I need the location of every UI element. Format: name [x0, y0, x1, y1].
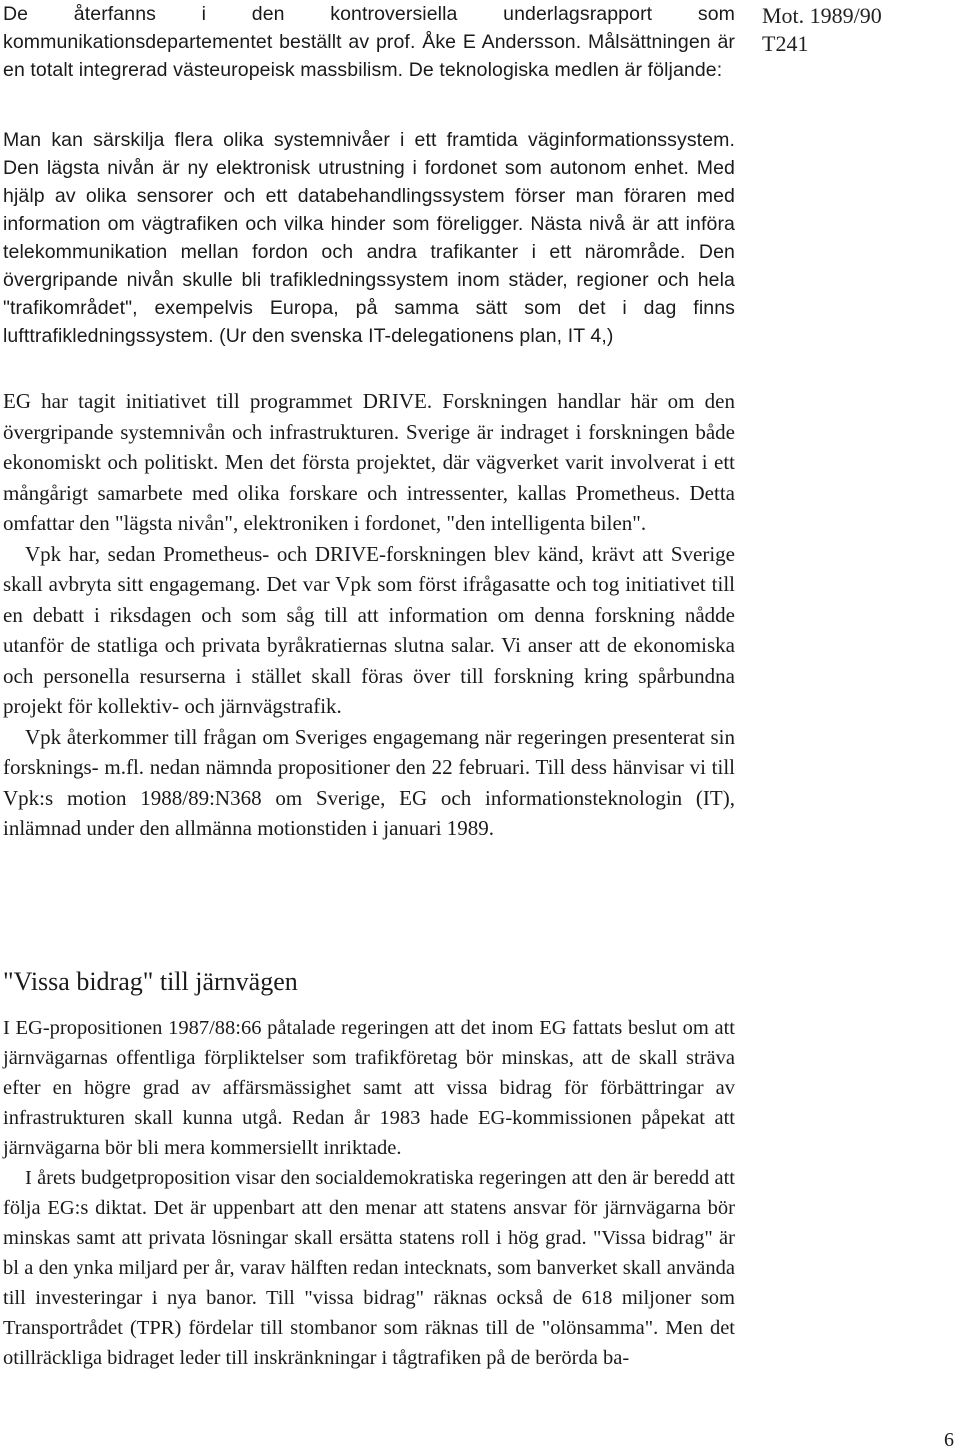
intro-paragraph: De återfanns i den kontroversiella underlagsrapport som kommunikationsdepartementet beställt av prof. Åke E Andersson. Målsättningen är en totalt integrerad västeuropeisk massbilism. De teknologiska medlen är följande: [3, 3, 735, 81]
body-text-upper [3, 386, 735, 844]
paragraph-vpk-return: Vpk återkommer till frågan om Sveriges engagemang när regeringen presenterat sin forsknings- m.fl. nedan nämnda propositioner den 22 februari. Till dess hänvisar vi till Vpk:s motion 1988/89:N368 om Sverige, EG och informationsteknologin (IT), inlämnad under den allmänna motionstiden i januari 1989. [3, 724, 735, 840]
motion-code: T241 [762, 31, 809, 56]
page-number: 6 [944, 1429, 954, 1451]
paragraph-eg-proposition: I EG-propositionen 1987/88:66 påtalade regeringen att det inom EG fattats beslut om att järnvägarnas offentliga förpliktelser som trafikföretag bör minskas, att de skall sträva efter en högre grad av affärsmässighet samt att vissa bidrag för förbättringar av infrastrukturen skall kunna utgå. Redan år 1983 hade EG-kommissionen påpekat att järnvägarna bör bli mera kommersiellt inriktade. [3, 1017, 735, 1159]
section-heading: "Vissa bidrag" till järnvägen [3, 967, 298, 996]
motion-reference: Mot. 1989/90 [762, 3, 882, 28]
paragraph-budget-proposition: I årets budgetproposition visar den socialdemokratiska regeringen att den är beredd att följa EG:s diktat. Det är uppenbart att den menar att statens ansvar för järnvägarna bör minskas samt att privata lösningar skall ersätta statens roll i hög grad. "Vissa bidrag" är bl a den ynka miljard per år, varav hälften redan intecknats, som banverket skall använda till investeringar i nya banor. Till "vissa bidrag" räknas också de 618 miljoner som Transportrådet (TPR) fördelar till stombanor som räknas till de "olönsamma". Men det otillräckliga bidraget leder till inskränkningar i tågtrafiken på de berörda ba- [3, 1167, 735, 1369]
paragraph-vpk-position: Vpk har, sedan Prometheus- och DRIVE-forskningen blev känd, krävt att Sverige skall avbryta sitt engagemang. Det var Vpk som först ifrågasatte och tog initiativet till en debatt i riksdagen och som såg till att information om denna forskning nådde utanför de statliga och privata byråkratiernas slutna salar. Vi anser att de ekonomiska och personella resurserna i stället skall föras över till forskning kring spårbundna projekt för kollektiv- och järnvägstrafik. [3, 541, 735, 718]
margin-reference [762, 2, 882, 58]
body-text-lower [3, 1013, 735, 1373]
paragraph-eg-drive: EG har tagit initiativet till programmet DRIVE. Forskningen handlar här om den övergripande systemnivån och infrastrukturen. Sverige är indraget i forskningen både ekonomiskt och politiskt. Men det första projektet, där vägverket varit involverat i ett mångårigt samarbete med olika forskare och intressenter, kallas Prometheus. Detta omfattar den "lägsta nivån", elektroniken i fordonet, "den intelligenta bilen". [3, 389, 735, 535]
quoted-passage: Man kan särskilja flera olika systemnivåer i ett framtida väginformationssystem. Den lägsta nivån är ny elektronisk utrustning i fordonet som autonom enhet. Med hjälp av olika sensorer och ett databehandlingssystem förser man föraren med information om vägtrafiken och vilka hinder som föreligger. Nästa nivå är att införa telekommunikation mellan fordon och andra trafikanter i ett närområde. Den övergripande nivån skulle bli trafikledningssystem inom städer, regioner och hela "trafikområdet", exempelvis Europa, på samma sätt som det i dag finns lufttrafikledningssystem. (Ur den svenska IT-delegationens plan, IT 4,) [3, 129, 735, 347]
